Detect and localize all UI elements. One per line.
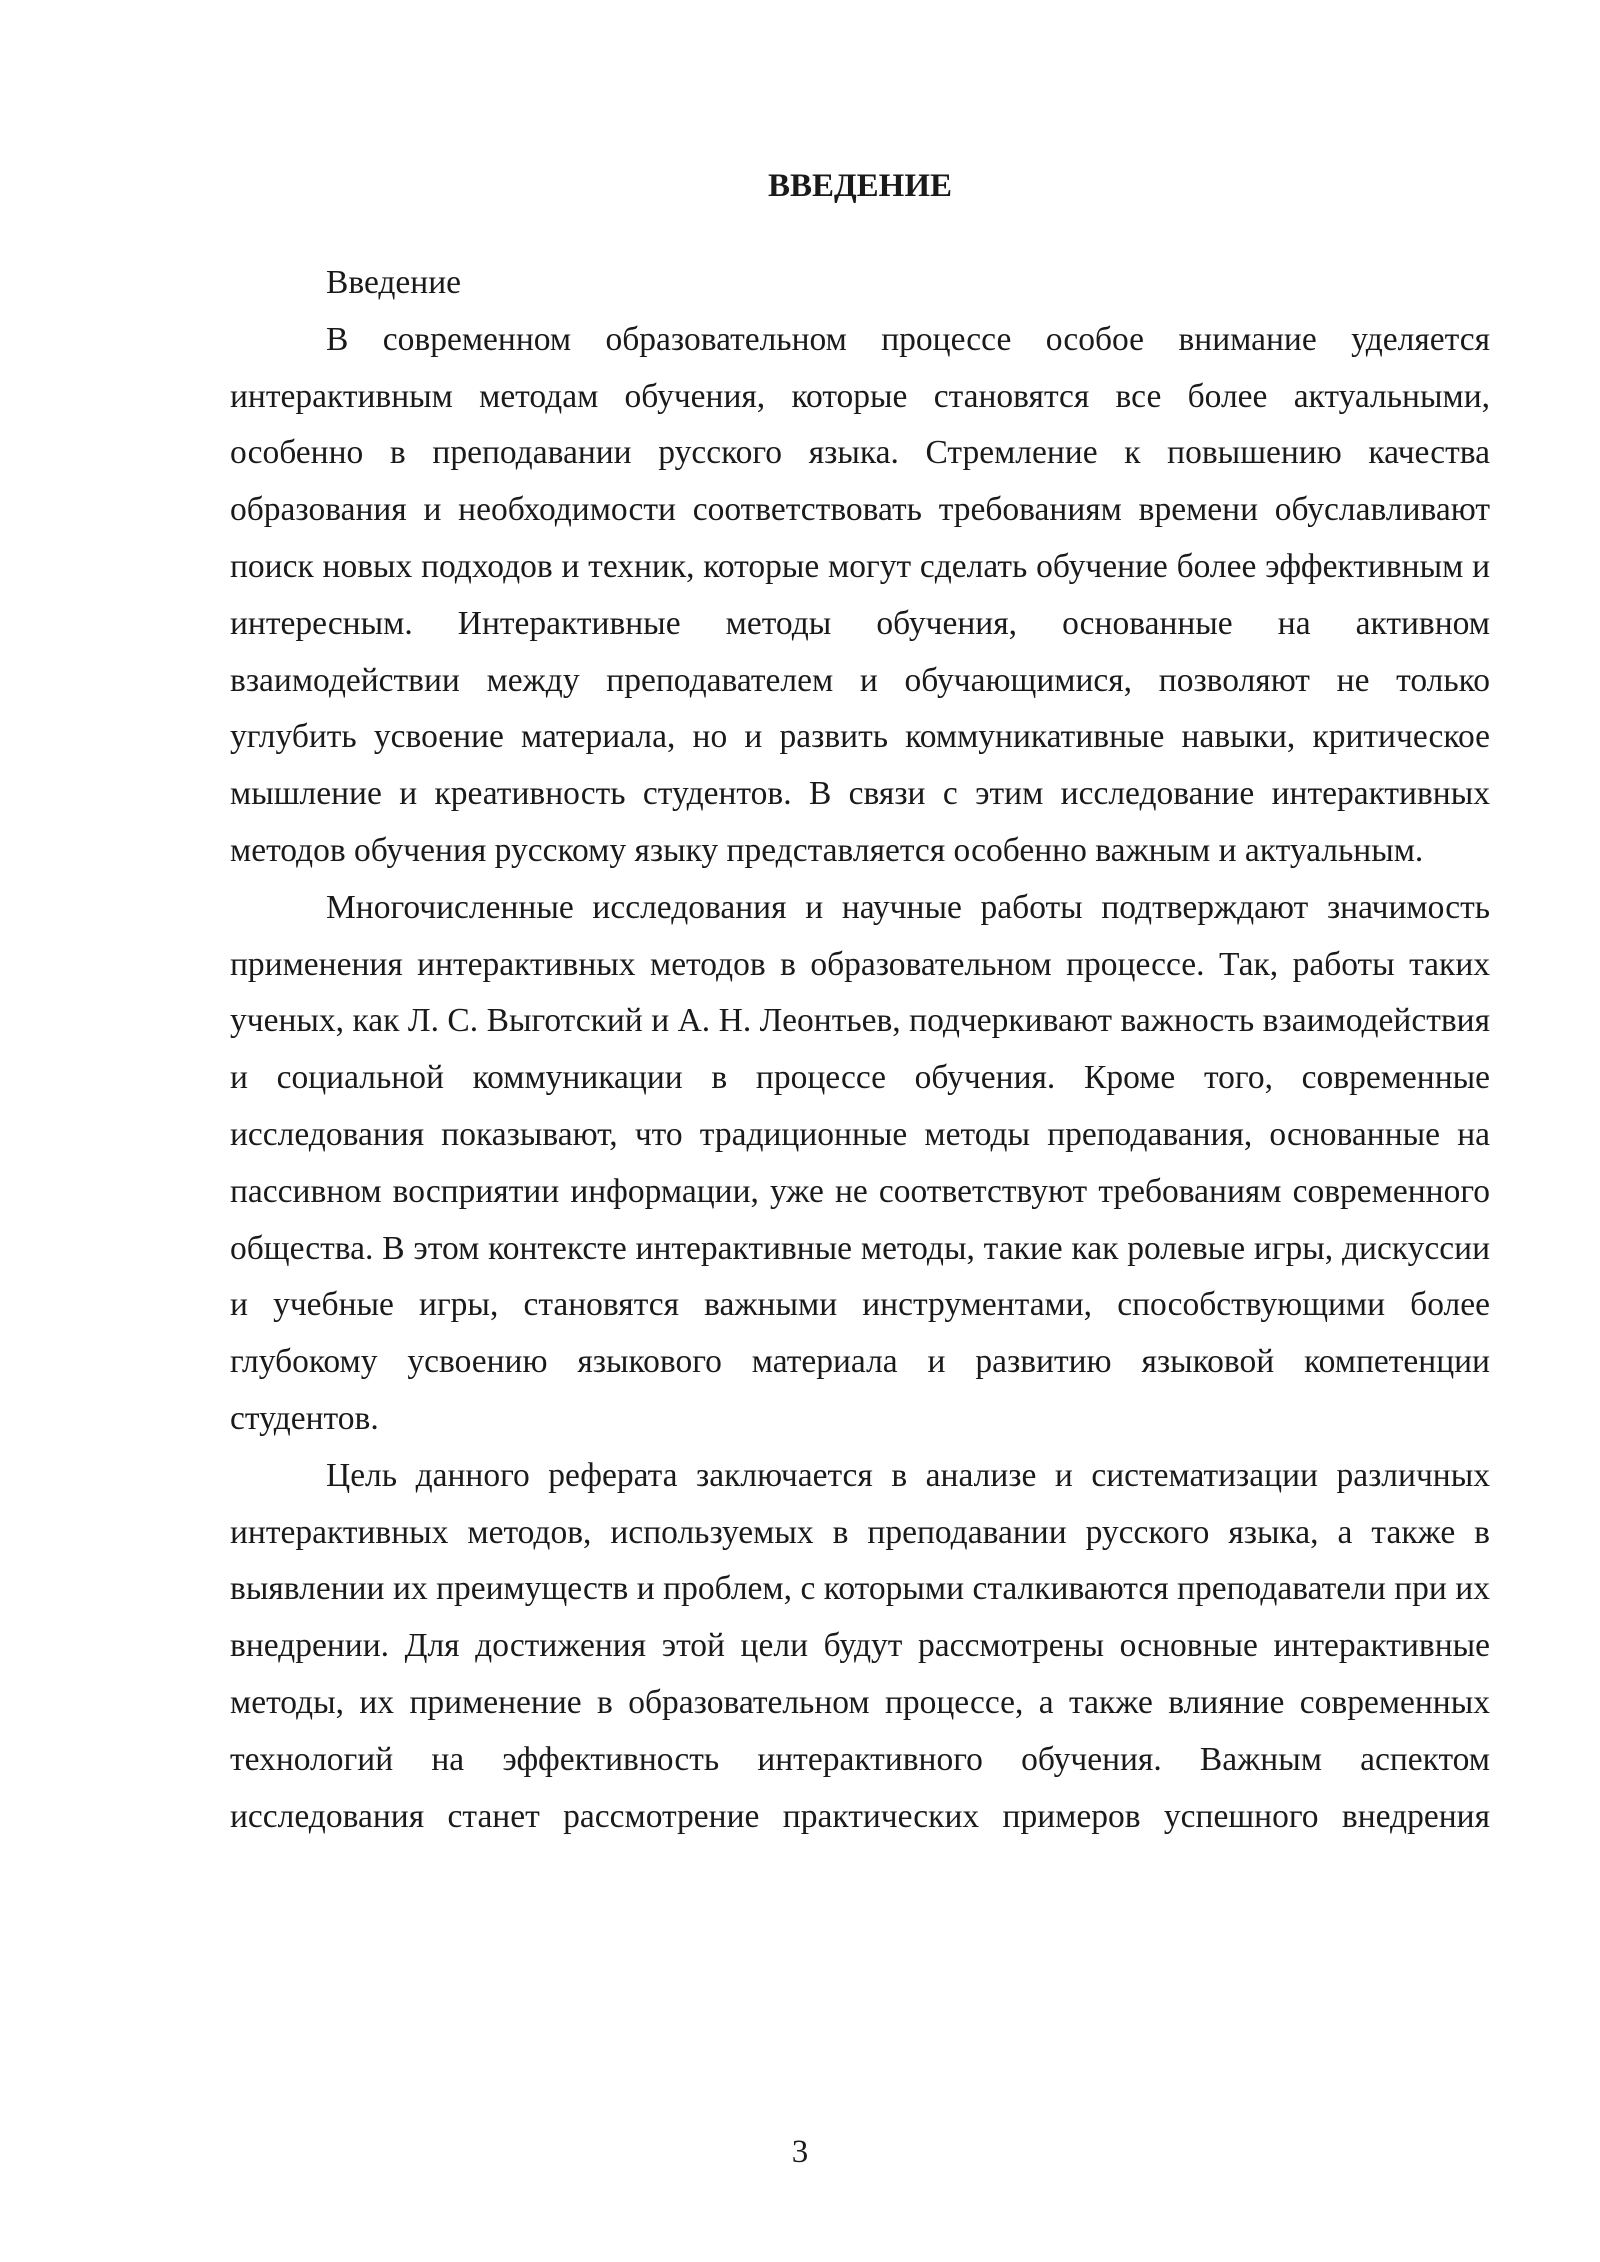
paragraph-subheading: Введение [326, 264, 462, 301]
paragraph-3: Цель данного реферата заключается в анализе и систематизации различных интерактивных методов, используемых в преподавании русского языка, а также в выявлении их преимуществ и проблем, с которыми сталкиваются преподаватели при их внедрении. Для достижения этой цели будут рассмотрены основные интерактивные методы, их применение в образовательном процессе, а также влияние современных технологий на эффективность интерактивного обучения. Важным аспектом исследования станет рассмотрение практических примеров успешного внедрения [230, 1456, 1490, 1835]
body-text [230, 255, 1490, 2055]
paragraph-2: Многочисленные исследования и научные работы подтверждают значимость применения интерактивных методов в образовательном процессе. Так, работы таких ученых, как Л. С. Выготский и А. Н. Леонтьев, подчеркивают важность взаимодействия и социальной коммуникации в процессе обучения. Кроме того, современные исследования показывают, что традиционные методы преподавания, основанные на пассивном восприятии информации, уже не соответствуют требованиям современного общества. В этом контексте интерактивные методы, такие как ролевые игры, дискуссии и учебные игры, становятся важными инструментами, способствующими более глубокому усвоению языкового материала и развитию языковой компетенции студентов. [230, 888, 1490, 1437]
page-title: ВВЕДЕНИЕ [767, 168, 953, 204]
page-number: 3 [791, 2134, 809, 2170]
paragraph-1: В современном образовательном процессе особое внимание уделяется интерактивным методам обучения, которые становятся все более актуальными, особенно в преподавании русского языка. Стремление к повышению качества образования и необходимости соответствовать требованиям времени обуславливают поиск новых подходов и техник, которые могут сделать обучение более эффективным и интересным. Интерактивные методы обучения, основанные на активном взаимодействии между преподавателем и обучающимися, позволяют не только углубить усвоение материала, но и развить коммуникативные навыки, критическое мышление и креативность студентов. В связи с этим исследование интерактивных методов обучения русскому языку представляется особенно важным и актуальным. [230, 320, 1490, 869]
